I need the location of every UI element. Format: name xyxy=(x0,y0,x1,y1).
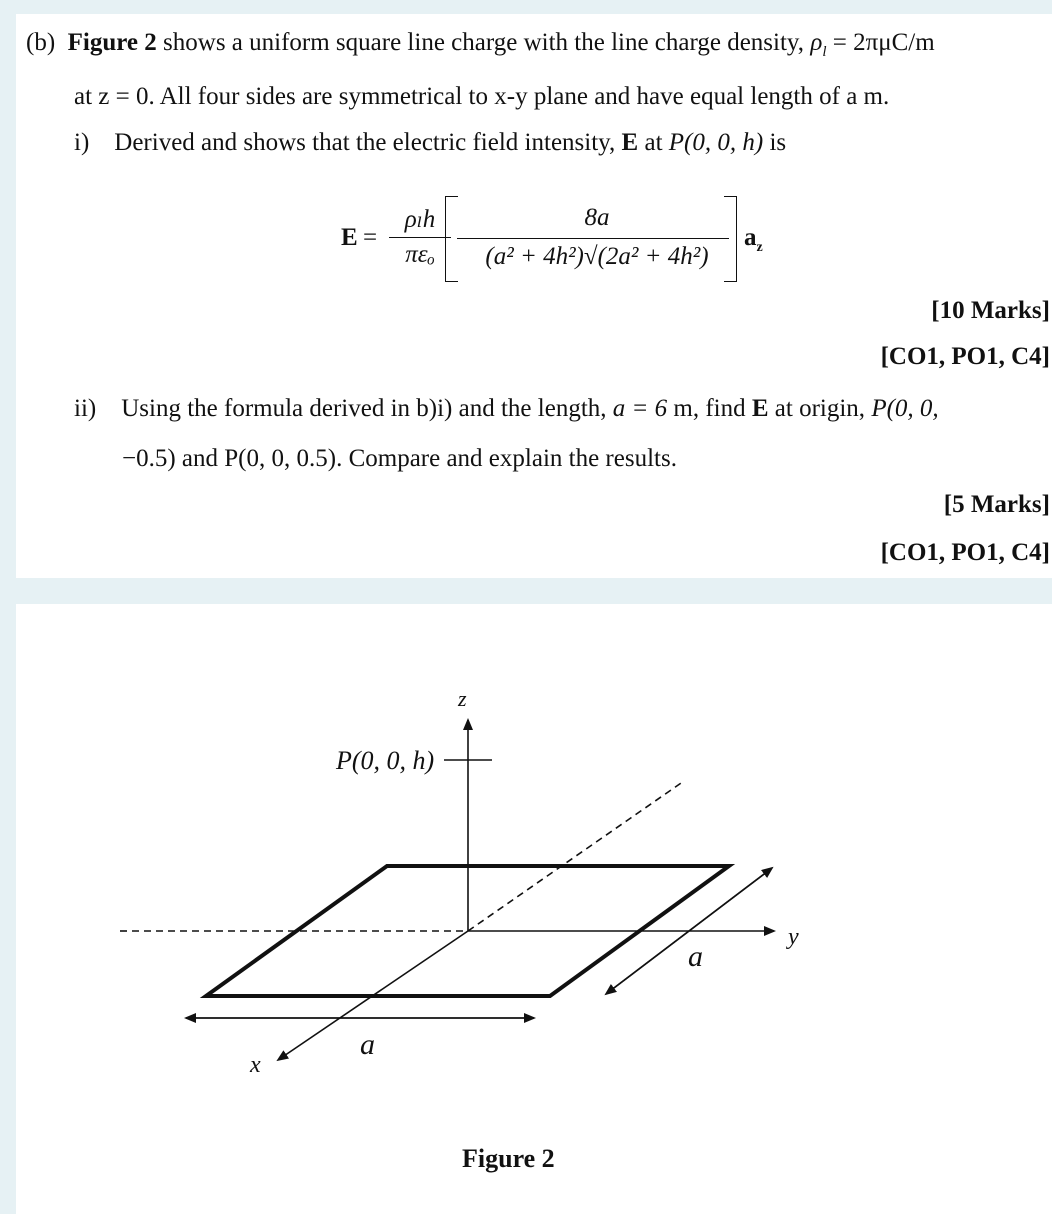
marks-part-i: [10 Marks] xyxy=(931,297,1050,324)
question-card xyxy=(16,14,1052,578)
outcomes-part-i: [CO1, PO1, C4] xyxy=(880,343,1050,370)
dimension-a-bottom-label: a xyxy=(360,1028,375,1061)
electric-field-equation: E = ρₗh πεₒ 8a (a² + 4h²)√(2a² + 4h²) $a_z$ xyxy=(341,204,781,294)
question-line-1: (b) Figure 2 shows a uniform square line charge with the line charge density, $\rho_l = 2\pi\mu C/m$ xyxy=(26,29,935,60)
y-axis-label: y xyxy=(788,924,799,950)
part-i-text: i) Derived and shows that the electric field intensity, E at P(0, 0, h) is xyxy=(74,129,787,156)
figure-reference: Figure 2 xyxy=(67,29,157,56)
x-axis-dashed xyxy=(468,781,684,931)
x-axis-label: x xyxy=(250,1052,261,1078)
outcomes-part-ii: [CO1, PO1, C4] xyxy=(880,539,1050,566)
z-axis-label: z xyxy=(458,686,467,711)
figure-caption: Figure 2 xyxy=(462,1144,555,1173)
marks-part-ii: [5 Marks] xyxy=(943,491,1050,518)
part-ii-line-1: ii) Using the formula derived in b)i) and the length, a = 6 m, find E at origin, P(0, 0, xyxy=(74,395,939,422)
part-ii-line-2: −0.5) and P(0, 0, 0.5). Compare and explain the results. xyxy=(122,445,677,472)
dimension-a-right-label: a xyxy=(688,940,703,973)
square-line-charge-diagram xyxy=(16,604,1052,1214)
question-line-2: at z = 0. All four sides are symmetrical to x-y plane and have equal length of a m. xyxy=(74,83,890,110)
figure-card xyxy=(16,604,1052,1214)
point-p-label: P(0, 0, h) xyxy=(336,746,435,775)
